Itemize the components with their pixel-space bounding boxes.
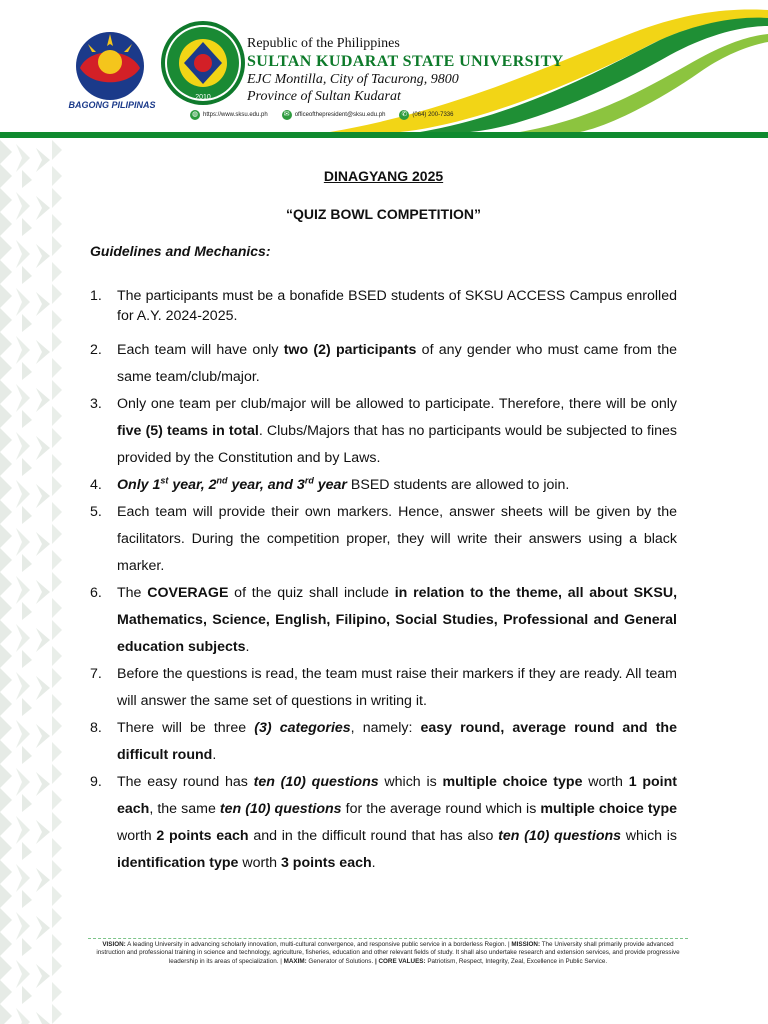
text-run: year: [313, 477, 347, 493]
phone-number: (064) 200-7336: [412, 112, 454, 118]
text-run: There will be three: [117, 720, 255, 736]
text-run: and in the difficult round that has also: [248, 828, 499, 844]
text-run: Patriotism, Respect, Integrity, Zeal, Excellence in Public Service.: [425, 957, 608, 965]
text-run: five (5) teams in total: [117, 423, 259, 439]
guideline-item: [90, 769, 677, 877]
text-run: in relation to the theme, all about SKSU, Mathematics, Science, English, Filipino, Social Studies, Professional and General education subjects: [117, 585, 678, 655]
text-run: worth: [238, 855, 281, 871]
text-run: worth: [582, 774, 629, 790]
website-link[interactable]: https://www.sksu.edu.ph: [203, 112, 268, 118]
university-name: SULTAN KUDARAT STATE UNIVERSITY: [247, 53, 564, 70]
text-run: multiple choice type: [540, 801, 678, 817]
republic-line: Republic of the Philippines: [247, 36, 400, 51]
text-run: MAXIM:: [283, 957, 307, 965]
text-run: ten (10) questions: [219, 801, 342, 817]
text-run: of any gender who must came from the same team/club/major.: [117, 342, 677, 385]
text-run: st: [160, 475, 169, 486]
globe-icon: ◍: [191, 111, 199, 118]
text-run: year, 2: [168, 477, 217, 493]
text-run: ten (10) questions: [498, 828, 622, 844]
logo-caption: BAGONG PILIPINAS: [68, 100, 156, 110]
text-run: year, and 3: [227, 477, 305, 493]
text-run: for the average round which is: [341, 801, 541, 817]
text-run: rd: [304, 475, 314, 486]
text-run: The University shall primarily provide advanced instruction and professional training in science and technology, agriculture, fisheries, education and other relevant fields of study. It shall also undertake research and extension services, and provide progressive leadership in its areas of specialization. |: [96, 941, 680, 965]
text-run: The: [117, 585, 148, 601]
address-line-1: EJC Montilla, City of Tacurong, 9800: [247, 72, 459, 87]
section-heading: Guidelines and Mechanics:: [90, 243, 271, 259]
letterhead: [0, 0, 768, 140]
text-run: identification type: [117, 855, 239, 871]
item-number: 6.: [90, 585, 102, 601]
mail-icon: ✉: [282, 110, 292, 120]
item-number: 9.: [90, 774, 102, 790]
item-number: 4.: [90, 477, 102, 493]
contact-strip: [190, 110, 453, 120]
text-run: Only 1: [117, 477, 161, 493]
document-subtitle: “QUIZ BOWL COMPETITION”: [286, 206, 481, 222]
item-number: 7.: [90, 666, 102, 682]
text-run: worth: [117, 828, 157, 844]
guideline-item: [90, 337, 677, 391]
text-run: MISSION:: [511, 941, 541, 948]
text-run: Only one team per club/major will be allowed to participate. Therefore, there will be only: [117, 396, 677, 412]
text-run: The easy round has: [117, 774, 254, 790]
text-run: | CORE VALUES:: [374, 957, 426, 965]
item-number: 5.: [90, 504, 102, 520]
decorative-border: [0, 140, 64, 1024]
text-run: BSED students are allowed to join.: [346, 477, 570, 493]
text-run: (3) categories: [254, 720, 351, 736]
text-run: which is: [621, 828, 678, 844]
text-run: COVERAGE: [147, 585, 229, 601]
guideline-item: [90, 499, 677, 580]
footer-statement: [88, 938, 688, 966]
text-run: , the same: [149, 801, 220, 817]
text-run: .: [245, 639, 250, 655]
guidelines-list: [90, 286, 677, 877]
address-line-2: Province of Sultan Kudarat: [247, 89, 401, 104]
text-run: VISION:: [102, 941, 126, 948]
guideline-item: [90, 715, 677, 769]
text-run: The participants must be a bonafide BSED students of SKSU ACCESS Campus enrolled for A.Y. 2024-2025.: [117, 288, 677, 324]
text-run: Before the questions is read, the team must raise their markers if they are ready. All team will answer the same set of questions in writing it.: [117, 666, 677, 709]
seal-year: 2010: [195, 94, 211, 101]
text-run: nd: [216, 475, 228, 486]
header-divider: [0, 132, 768, 138]
text-run: Each team will have only: [117, 342, 284, 358]
guideline-item: [90, 286, 677, 326]
text-run: A leading University in advancing scholarly innovation, multi-cultural convergence, and responsive public service in a borderless Region. |: [125, 941, 512, 948]
text-run: Each team will provide their own markers. Hence, answer sheets will be given by the facilitators. During the competition proper, they will write their answers using a black marker.: [117, 504, 677, 574]
text-run: , namely:: [350, 720, 421, 736]
text-run: of the quiz shall include: [228, 585, 395, 601]
guideline-item: [90, 472, 677, 499]
item-number: 3.: [90, 396, 102, 412]
document-title: DINAGYANG 2025: [323, 168, 444, 184]
text-run: . Clubs/Majors that has no participants would be subjected to fines provided by the Constitution and by Laws.: [117, 423, 677, 466]
university-seal: [160, 20, 246, 106]
guideline-item: [90, 580, 677, 661]
text-run: .: [371, 855, 376, 871]
guideline-item: [90, 391, 677, 472]
email-link[interactable]: officeofthepresident@sksu.edu.ph: [294, 112, 386, 118]
text-run: .: [212, 747, 217, 763]
item-number: 1.: [90, 288, 102, 304]
text-run: ten (10) questions: [253, 774, 379, 790]
text-run: Generator of Solutions.: [306, 957, 375, 965]
text-run: easy round, average round and the difficult round: [117, 720, 677, 763]
item-number: 8.: [90, 720, 102, 736]
text-run: 2 points each: [156, 828, 249, 844]
item-number: 2.: [90, 342, 102, 358]
text-run: two (2) participants: [283, 342, 417, 358]
text-run: 3 points each: [280, 855, 372, 871]
text-run: multiple choice type: [442, 774, 583, 790]
text-run: 1 point each: [117, 774, 678, 817]
text-run: which is: [378, 774, 443, 790]
guideline-item: [90, 661, 677, 715]
phone-icon: ✆: [399, 110, 409, 120]
